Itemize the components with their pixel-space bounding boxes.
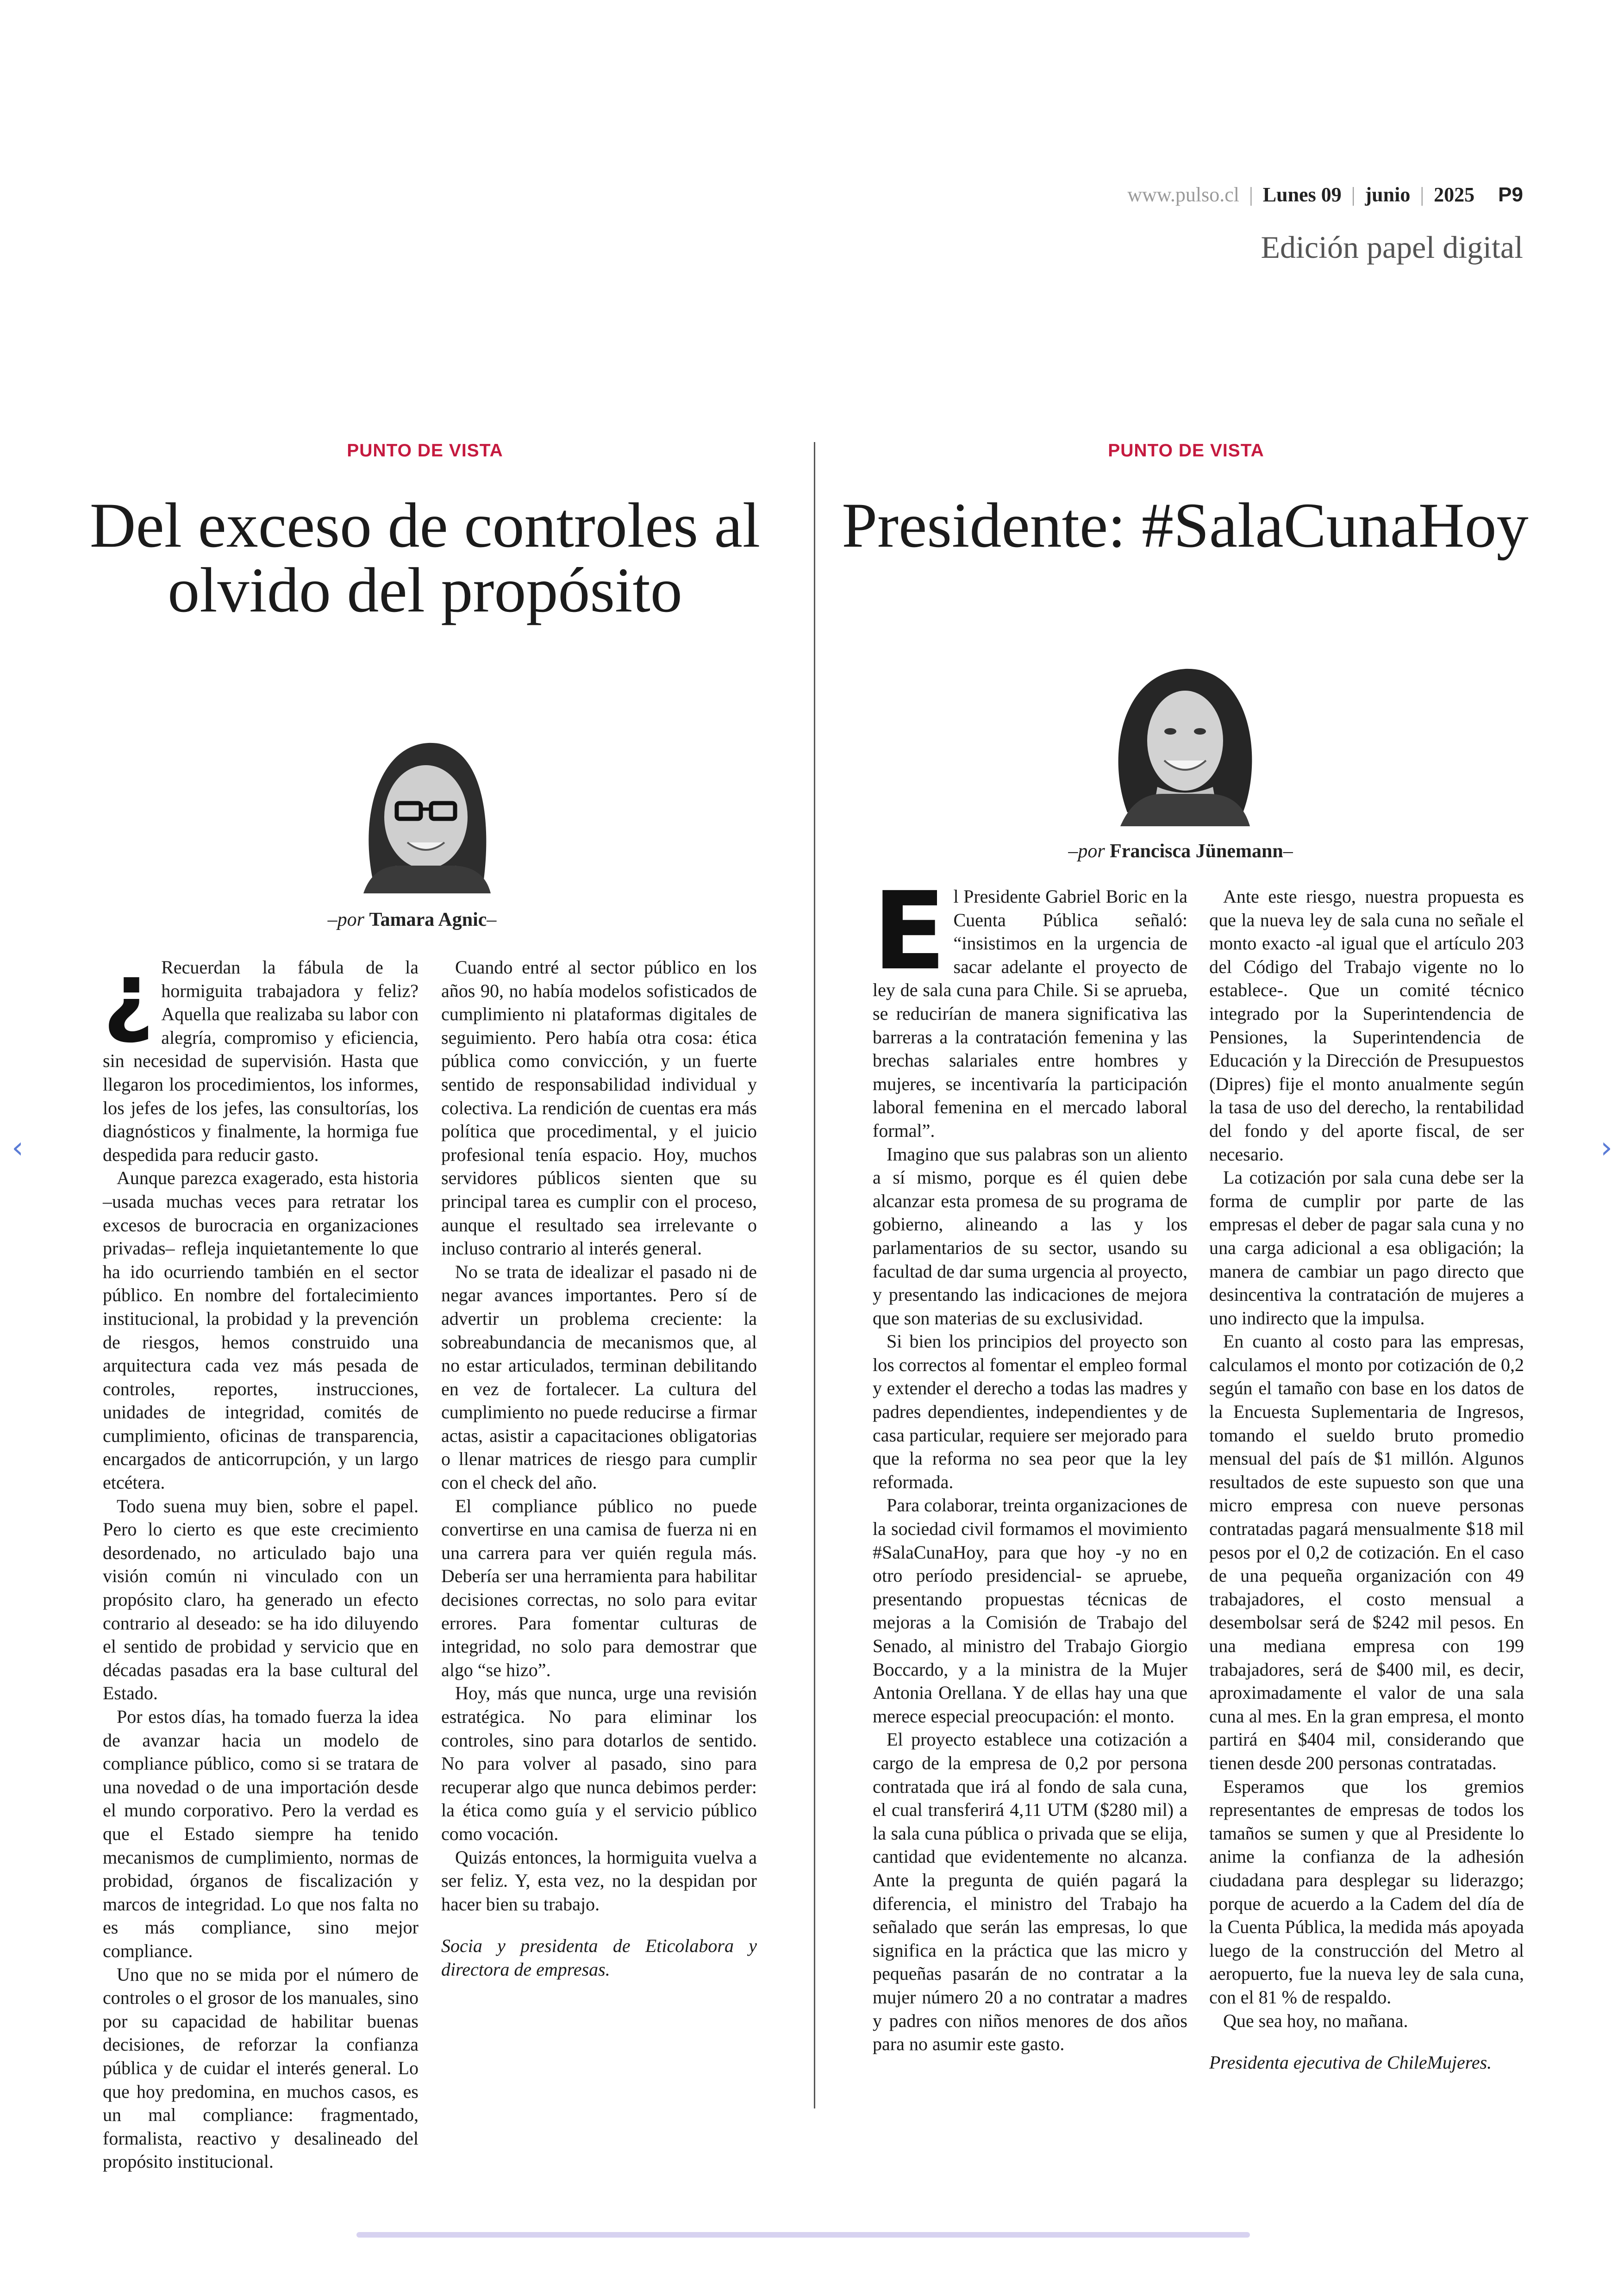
drop-cap: E [873,869,946,994]
paragraph: En cuanto al costo para las empresas, calculamos el monto por cotización de 0,2 según el tamaño con base en los datos de la Encuesta Suplementaria de Ingresos, tomando el sueldo bruto promedio mensual del país de $1 millón. Algunos resultados de este supuesto son que una micro empresa con nueve personas contratadas pagará mensualmente $18 mil pesos por el 0,2 de cotización. En el caso de una pequeña organización con 49 trabajadores, el costo mensual a desembolsar será de $242 mil pesos. En una mediana empresa con 199 trabajadores, será de $400 mil, es decir, aproximadamente el valor de una sala cuna al mes. En la gran empresa, el monto partirá en $404 mil, considerando que tienen desde 200 personas contratadas. [1209,1331,1524,1773]
author-signature: Socia y presidenta de Eticolabora y directora de empresas. [441,1935,757,1980]
paragraph: La cotización por sala cuna debe ser la forma de cumplir por parte de las empresas el deber de pagar sala cuna y no una carga adicional a esa obligación; la manera de cambiar un pago directo que desincentiva la contratación de mujeres a uno indirecto que la impulsa. [1209,1167,1524,1328]
article-column-2 [441,956,757,1982]
headline: Presidente: #SalaCunaHoy [842,490,1529,561]
separator: | [1249,183,1253,206]
section-label: PUNTO DE VISTA [1108,441,1264,461]
page-number: P9 [1498,183,1523,206]
date-month: junio [1365,183,1411,206]
horizontal-scrollbar[interactable] [356,2232,1250,2238]
byline-suffix: – [1283,841,1293,862]
author-name: Tamara Agnic [369,909,487,930]
site-url[interactable]: www.pulso.cl [1127,183,1239,206]
paragraph: Quizás entonces, la hormiguita vuelva a ser feliz. Y, esta vez, no la despidan por hacer bien su trabajo. [441,1846,757,1915]
author-name: Francisca Jünemann [1110,841,1283,862]
paragraph: Esperamos que los gremios representantes de empresas de todos los tamaños se sumen y que al Presidente lo anime la confianza de la adhesión ciudadana para desplegar su liderazgo; porque de acuerdo a la Cadem del día de la Cuenta Pública, la medida más apoyada luego de la construcción del Metro al aeropuerto, fue la nueva ley de sala cuna, con el 81 % de respaldo. [1209,1776,1524,2008]
separator: | [1351,183,1355,206]
byline-prefix: –por [1068,841,1105,862]
drop-cap: ¿ [103,944,154,1046]
paragraph: Ante este riesgo, nuestra propuesta es que la nueva ley de sala cuna no señale el monto exacto -al igual que el artículo 203 del Código del Trabajo vigente no lo establece-. Que un comité técnico integrado por la Superintendencia de Pensiones, la Superintendencia de Educación y la Dirección de Presupuestos (Dipres) fije el monto anualmente según la tasa de uso del derecho, la rentabilidad del fondo y del aporte fiscal, de ser necesario. [1209,886,1524,1165]
paragraph: Cuando entré al sector público en los años 90, no había modelos sofisticados de cumplimiento ni plataformas digitales de seguimiento. Pero había otra cosa: ética pública como convicción, y un fuerte sentido de responsabilidad individual y colectiva. La rendición de cuentas era más política que procedimental, y el juicio profesional tenía espacio. Hoy, muchos servidores públicos sienten que su principal tarea es cumplir con el proceso, aunque el resultado sea irrelevante o incluso contrario al interés general. [441,957,757,1259]
author-signature: Presidenta ejecutiva de ChileMujeres. [1209,2052,1492,2073]
paragraph: El compliance público no puede convertirse en una camisa de fuerza ni en una carrera para ver quién regula más. Debería ser una herramienta para habilitar decisiones correctas, no solo para evitar errores. Para fomentar culturas de integridad, no solo para demostrar que algo “se hizo”. [441,1495,757,1680]
column-divider [814,442,815,2108]
separator: | [1420,183,1424,206]
date-year: 2025 [1434,183,1475,206]
paragraph: Si bien los principios del proyecto son los correctos al fomentar el empleo formal y extender el derecho a todas las madres y padres dependientes, independientes y de casa particular, requiere ser mejorado para que la reforma no sea peor que la ley reformada. [873,1331,1187,1492]
paragraph: El proyecto establece una cotización a cargo de la empresa de 0,2 por persona contratada que irá al fondo de sala cuna, el cual transferirá 4,11 UTM ($280 mil) a la sala cuna pública o privada que se elija, cantidad que evidentemente no alcanza. Ante la pregunta de quién pagará la diferencia, el ministro del Trabajo ha señalado que serán las empresas, lo que significa en la práctica que las micro y pequeñas pasarán de no contratar a la mujer número 20 a no contratar a madres y padres con niños menores de dos años para no asumir este gasto. [873,1729,1187,2055]
chevron-left-icon[interactable]: ‹ [12,1131,24,1165]
chevron-right-icon[interactable]: › [1600,1131,1612,1165]
paragraph: Todo suena muy bien, sobre el papel. Pero lo cierto es que este crecimiento desordenado, no articulado bajo una visión común ni vinculado con un propósito claro, ha generado un efecto contrario al deseado: se ha ido diluyendo el sentido de probidad y servicio que en décadas pasadas era la base cultural del Estado. [103,1495,418,1704]
paragraph: Para colaborar, treinta organizaciones de la sociedad civil formamos el movimiento #SalaCunaHoy, para que hoy -y no en otro período presidencial- se apruebe, presentando propuestas técnicas de mejoras a la Comisión de Trabajo del Senado, al ministro del Trabajo Giorgio Boccardo, y a la ministra de la Mujer Antonia Orellana. Y de ellas hay una que merece especial preocupación: el monto. [873,1495,1187,1727]
date-day: Lunes 09 [1262,183,1342,206]
paragraph: Por estos días, ha tomado fuerza la idea de avanzar hacia un modelo de compliance público, como si se tratara de una novedad o de una importación desde el mundo corporativo. Pero la verdad es que el Estado siempre ha tenido mecanismos de cumplimiento, normas de probidad, órganos de fiscalización y marcos de integridad. Lo que nos falta no es más compliance, sino mejor compliance. [103,1706,418,1961]
author-portrait [345,727,507,893]
byline-suffix: – [487,909,497,930]
author-portrait [1102,655,1268,826]
section-label: PUNTO DE VISTA [347,441,503,461]
article-column-1 [103,944,418,2174]
paragraph: Aunque parezca exagerado, esta historia –usada muchas veces para retratar los excesos de burocracia en organizaciones privadas– refleja inquietantemente lo que ha ido ocurriendo también en el sector público. En nombre del fortalecimiento institucional, la probidad y la prevención de riesgos, hemos construido una arquitectura cada vez más pesada de controles, reportes, instrucciones, unidades de integridad, comités de cumplimiento, oficinas de transparencia, encargados de anticorrupción, y un largo etcétera. [103,1167,418,1493]
paragraph: Uno que no se mida por el número de controles o el grosor de los manuales, sino por su capacidad de habilitar buenas decisiones, de reforzar la confianza pública y de cuidar el interés general. Lo que hoy predomina, en muchos casos, es un mal compliance: fragmentado, formalista, reactivo y desalineado del propósito institucional. [103,1964,418,2172]
byline [972,840,1389,862]
edition-label: Edición papel digital [1261,230,1523,265]
paragraph: El Presidente Gabriel Boric en la Cuenta Pública señaló: “insistimos en la urgencia de sacar adelante el proyecto de ley de sala cuna para Chile. Si se aprueba, se reducirían de manera significativa las barreras a la contratación femenina y las brechas salariales entre hombres y mujeres, se incentivaría la participación laboral femenina en el mercado laboral formal”. [873,869,1187,1141]
paragraph: Imagino que sus palabras son un aliento a sí mismo, porque es él quien debe alcanzar esta promesa de su programa de gobierno, alineando a las y los parlamentarios de su sector, usando su facultad de dar suma urgencia al proyecto, y presentando las indicaciones de mejora que son materias de su exclusividad. [873,1143,1187,1328]
article-column-3 [873,869,1187,2056]
masthead-meta [1127,183,1523,206]
byline-prefix: –por [327,909,364,930]
byline [204,909,620,931]
article-column-4 [1209,885,1524,2075]
headline: Del exceso de controles al olvido del propósito [89,490,761,625]
paragraph: Hoy, más que nunca, urge una revisión estratégica. No para eliminar los controles, sino para dotarlos de sentido. No para volver al pasado, sino para recuperar algo que nunca debimos perder: la ética como guía y el servicio público como vocación. [441,1683,757,1844]
paragraph: Que sea hoy, no mañana. [1223,2010,1408,2031]
paragraph: ¿ Recuerdan la fábula de la hormiguita trabajadora y feliz? Aquella que realizaba su labor con alegría, compromiso y eficiencia, sin necesidad de supervisión. Hasta que llegaron los procedimientos, los informes, los jefes de los jefes, las consultorías, los diagnósticos y finalmente, la hormiga fue despedida para reducir gasto. [103,944,418,1165]
paragraph: No se trata de idealizar el pasado ni de negar avances importantes. Pero sí de advertir un problema creciente: la sobreabundancia de mecanismos que, al no estar articulados, terminan debilitando en vez de fortalecer. La cultura del cumplimiento no puede reducirse a firmar actas, asistir a capacitaciones obligatorias o llenar matrices de riesgo para cumplir con el check del año. [441,1261,757,1493]
